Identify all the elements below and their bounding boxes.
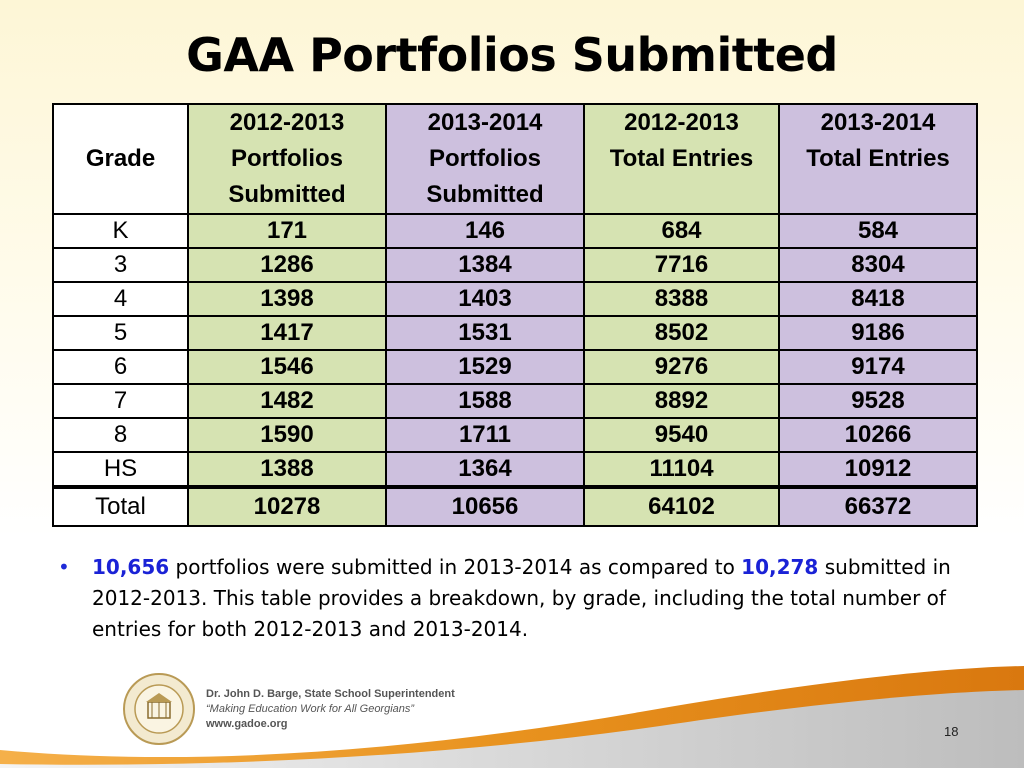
grade-cell: 5 — [53, 316, 188, 350]
table-row — [53, 418, 977, 452]
value-cell: 8418 — [779, 282, 977, 316]
value-cell: 10266 — [779, 418, 977, 452]
footer-superintendent: Dr. John D. Barge, State School Superintendent — [206, 688, 455, 700]
value-cell: 146 — [386, 214, 584, 248]
value-cell: 9276 — [584, 350, 779, 384]
bullet-marker: • — [58, 555, 70, 579]
value-cell: 1590 — [188, 418, 386, 452]
header-2013-portfolios: 2013-2014 Portfolios Submitted — [386, 104, 584, 214]
total-row — [53, 487, 977, 526]
highlight-2013-total: 10,656 — [92, 555, 170, 579]
footer-text — [206, 687, 455, 732]
value-cell: 1403 — [386, 282, 584, 316]
grade-cell: 7 — [53, 384, 188, 418]
summary-bullet — [58, 552, 958, 645]
value-cell: 1588 — [386, 384, 584, 418]
value-cell: 9540 — [584, 418, 779, 452]
value-cell: 9174 — [779, 350, 977, 384]
value-cell: 10278 — [188, 487, 386, 526]
value-cell: 8502 — [584, 316, 779, 350]
slide-title: GAA Portfolios Submitted — [186, 28, 838, 82]
value-cell: 7716 — [584, 248, 779, 282]
footer-url[interactable]: www.gadoe.org — [206, 718, 288, 730]
value-cell: 1546 — [188, 350, 386, 384]
value-cell: 1388 — [188, 452, 386, 487]
table-row — [53, 214, 977, 248]
grade-cell: 4 — [53, 282, 188, 316]
table-row — [53, 316, 977, 350]
header-2012-entries: 2012-2013 Total Entries — [584, 104, 779, 214]
value-cell: 8388 — [584, 282, 779, 316]
value-cell: 9528 — [779, 384, 977, 418]
value-cell: 1417 — [188, 316, 386, 350]
value-cell: 171 — [188, 214, 386, 248]
table-row — [53, 350, 977, 384]
header-2012-portfolios: 2012-2013 Portfolios Submitted — [188, 104, 386, 214]
table-row — [53, 282, 977, 316]
header-grade: Grade — [53, 104, 188, 214]
value-cell: 1482 — [188, 384, 386, 418]
value-cell: 684 — [584, 214, 779, 248]
value-cell: 1711 — [386, 418, 584, 452]
value-cell: 584 — [779, 214, 977, 248]
department-seal-icon — [122, 672, 196, 746]
bullet-text: 10,656 portfolios were submitted in 2013-2014 as compared to 10,278 submitted in 2012-2013. This table provides a breakdown, by grade, including the total number of entries for both 2012-2013 and 2013-2014. — [92, 555, 951, 641]
table-row — [53, 384, 977, 418]
value-cell: 9186 — [779, 316, 977, 350]
value-cell: 1384 — [386, 248, 584, 282]
value-cell: 1286 — [188, 248, 386, 282]
value-cell: 1398 — [188, 282, 386, 316]
value-cell: 1364 — [386, 452, 584, 487]
value-cell: 64102 — [584, 487, 779, 526]
value-cell: 11104 — [584, 452, 779, 487]
grade-cell: 6 — [53, 350, 188, 384]
highlight-2012-total: 10,278 — [741, 555, 819, 579]
table-row — [53, 248, 977, 282]
grade-cell: HS — [53, 452, 188, 487]
header-2013-entries: 2013-2014 Total Entries — [779, 104, 977, 214]
value-cell: 8304 — [779, 248, 977, 282]
value-cell: 1531 — [386, 316, 584, 350]
value-cell: 8892 — [584, 384, 779, 418]
portfolio-table — [52, 103, 978, 527]
value-cell: 10912 — [779, 452, 977, 487]
page-number: 18 — [944, 724, 959, 739]
table-row — [53, 452, 977, 487]
value-cell: 1529 — [386, 350, 584, 384]
grade-cell: 8 — [53, 418, 188, 452]
grade-cell: 3 — [53, 248, 188, 282]
value-cell: 10656 — [386, 487, 584, 526]
value-cell: 66372 — [779, 487, 977, 526]
header-row — [53, 104, 977, 214]
footer-tagline: “Making Education Work for All Georgians” — [206, 703, 415, 715]
grade-cell: K — [53, 214, 188, 248]
grade-cell: Total — [53, 487, 188, 526]
